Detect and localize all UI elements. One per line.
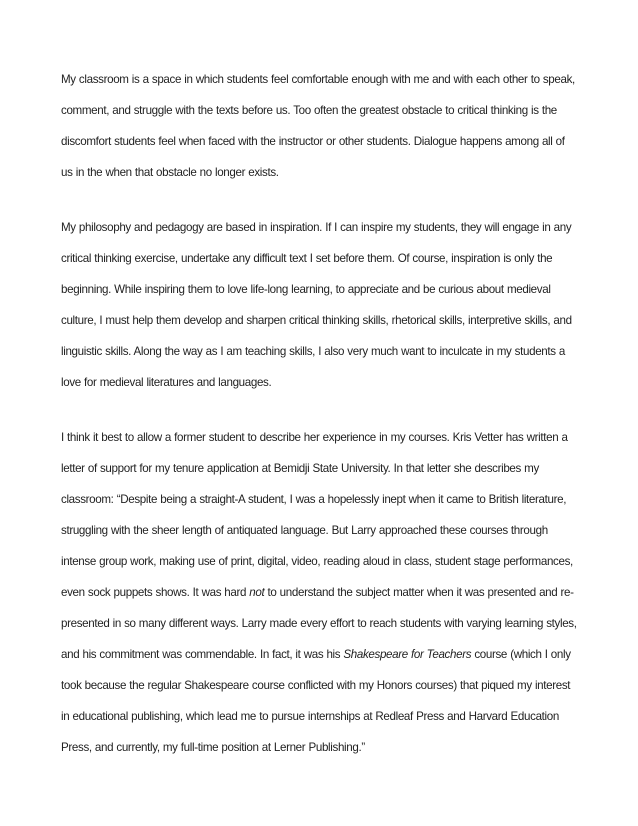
text-line: My classroom is a space in which students feel comfortable enough with me and with each other to speak, xyxy=(61,73,575,86)
text-line: comment, and struggle with the texts before us. Too often the greatest obstacle to critical thinking is the xyxy=(61,104,557,117)
text-line: in educational publishing, which lead me to pursue internships at Redleaf Press and Harvard Education xyxy=(61,710,559,723)
text-line: intense group work, making use of print, digital, video, reading aloud in class, student stage performances, xyxy=(61,555,573,568)
italic-emphasis: not xyxy=(249,586,265,599)
text-line: classroom: “Despite being a straight-A student, I was a hopelessly inept when it came to British literature, xyxy=(61,493,567,506)
text-span: and his commitment was commendable. In fact, it was his xyxy=(61,648,344,661)
text-line: us in the when that obstacle no longer exists. xyxy=(61,166,279,179)
text-line: struggling with the sheer length of antiquated language. But Larry approached these courses through xyxy=(61,524,548,537)
text-line: presented in so many different ways. Larry made every effort to reach students with varying learning styles, xyxy=(61,617,577,630)
text-line: linguistic skills. Along the way as I am teaching skills, I also very much want to inculcate in my students a xyxy=(61,345,565,358)
text-line: letter of support for my tenure application at Bemidji State University. In that letter she describes my xyxy=(61,462,539,475)
text-span: course (which I only xyxy=(471,648,571,661)
text-line: took because the regular Shakespeare course conflicted with my Honors courses) that piqued my interest xyxy=(61,679,571,692)
text-line xyxy=(61,586,581,600)
text-line: Press, and currently, my full-time position at Lerner Publishing.” xyxy=(61,741,365,754)
text-line: discomfort students feel when faced with the instructor or other students. Dialogue happens among all of xyxy=(61,135,565,148)
text-line: critical thinking exercise, undertake any difficult text I set before them. Of course, inspiration is only the xyxy=(61,252,553,265)
text-line xyxy=(61,648,581,662)
text-line: I think it best to allow a former student to describe her experience in my courses. Kris Vetter has written a xyxy=(61,431,568,444)
text-span: to understand the subject matter when it was presented and re- xyxy=(264,586,574,599)
text-line: My philosophy and pedagogy are based in inspiration. If I can inspire my students, they will engage in any xyxy=(61,221,572,234)
text-line: beginning. While inspiring them to love life-long learning, to appreciate and be curious about medieval xyxy=(61,283,551,296)
text-line: culture, I must help them develop and sharpen critical thinking skills, rhetorical skills, interpretive skills, and xyxy=(61,314,572,327)
text-line: love for medieval literatures and languages. xyxy=(61,376,272,389)
italic-course-title: Shakespeare for Teachers xyxy=(343,648,472,661)
text-span: even sock puppets shows. It was hard xyxy=(61,586,250,599)
